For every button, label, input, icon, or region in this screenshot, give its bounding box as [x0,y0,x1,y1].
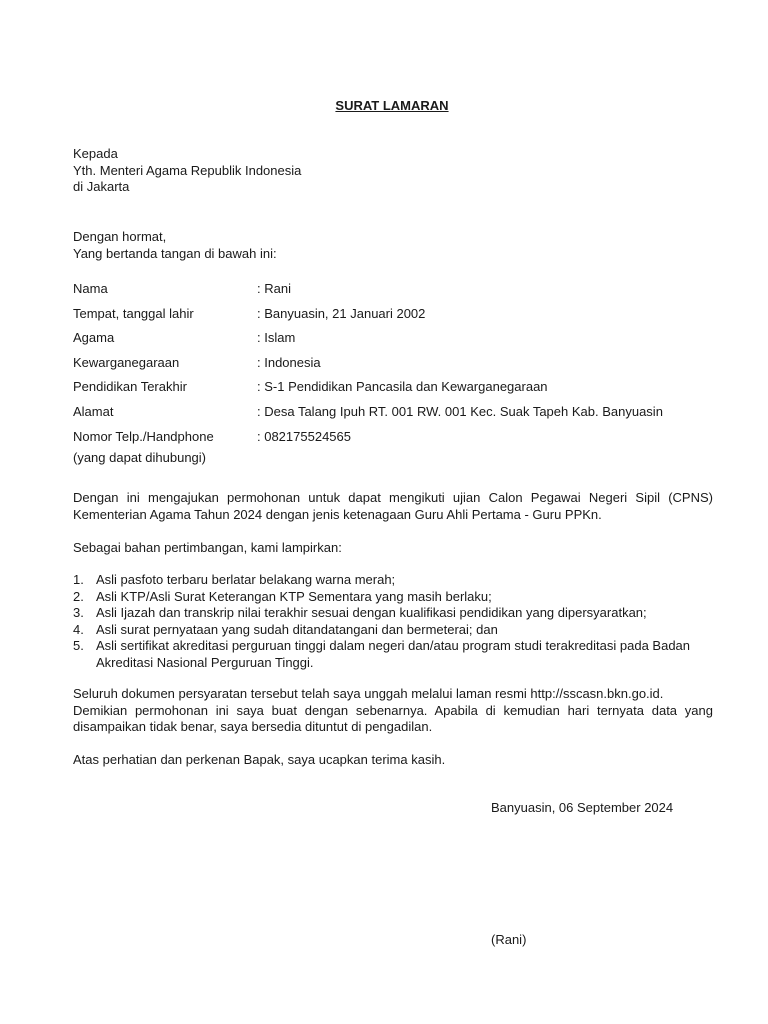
upload-statement: Seluruh dokumen persyaratan tersebut telah saya unggah melalui laman resmi http://sscasn.bkn.go.id. [73,686,664,701]
list-item-number: 2. [73,588,84,604]
letter-title: SURAT LAMARAN [335,98,449,113]
signature-name: (Rani) [491,932,527,947]
contact-note: (yang dapat dihubungi) [73,450,206,465]
list-item-text: Asli sertifikat akreditasi perguruan tinggi dalam negeri dan/atau program studi terakreditasi pada Badan Akreditasi Nasional Perguruan Tinggi. [96,638,691,670]
field-row-address [73,400,713,425]
field-value: : 082175524565 [257,428,351,444]
recipient-line-2: Yth. Menteri Agama Republik Indonesia [73,162,302,178]
list-item-number: 3. [73,605,84,620]
list-item [73,605,713,622]
greeting-block [73,229,713,262]
list-item [73,589,713,606]
greeting-line-1: Dengan hormat, [73,229,167,244]
recipient-block [73,146,713,196]
field-row-birth [73,302,713,327]
recipient-line-1: Kepada [73,146,118,161]
thanks-paragraph: Atas perhatian dan perkenan Bapak, saya ucapkan terima kasih. [73,752,446,767]
field-value: : Indonesia [257,354,321,370]
field-row-name [73,277,713,302]
list-item-number: 1. [73,572,84,587]
application-paragraph: Dengan ini mengajukan permohonan untuk dapat mengikuti ujian Calon Pegawai Negeri Sipil (CPNS) Kementerian Agama Tahun 2024 dengan jenis ketenagaan Guru Ahli Pertama - Guru PPKn. [73,490,713,522]
field-value: : S-1 Pendidikan Pancasila dan Kewarganegaraan [257,379,548,395]
field-value: : Islam [257,330,296,346]
declaration-statement: Demikian permohonan ini saya buat dengan sebenarnya. Apabila di kemudian hari ternyata data yang disampaikan tidak benar, saya bersedia dituntut di pengadilan. [73,702,713,734]
list-item [73,572,713,589]
field-label: Nomor Telp./Handphone [73,428,214,444]
field-row-religion [73,326,713,351]
field-label: Pendidikan Terakhir [73,379,187,395]
field-value: : Banyuasin, 21 Januari 2002 [257,305,426,321]
field-label: Tempat, tanggal lahir [73,305,194,321]
attachments-intro: Sebagai bahan pertimbangan, kami lampirkan: [73,540,342,555]
field-label: Kewarganegaraan [73,354,180,370]
applicant-fields [73,277,713,449]
place-date: Banyuasin, 06 September 2024 [491,800,674,815]
list-item-text: Asli surat pernyataan yang sudah ditandatangani dan bermeterai; dan [96,621,498,637]
list-item [73,622,713,639]
field-row-education [73,375,713,400]
list-item-text: Asli KTP/Asli Surat Keterangan KTP Sementara yang masih berlaku; [96,588,492,604]
field-value: : Desa Talang Ipuh RT. 001 RW. 001 Kec. Suak Tapeh Kab. Banyuasin [257,404,663,420]
field-value: : Rani [257,281,291,297]
list-item-number: 4. [73,621,84,637]
list-item [73,638,713,671]
field-row-phone [73,425,713,450]
list-item-number: 5. [73,638,84,653]
greeting-line-2: Yang bertanda tangan di bawah ini: [73,245,277,261]
recipient-line-3: di Jakarta [73,179,130,194]
field-label: Alamat [73,404,114,420]
attachments-list [73,572,713,671]
list-item-text: Asli pasfoto terbaru berlatar belakang warna merah; [96,572,396,587]
field-label: Nama [73,281,108,297]
field-label: Agama [73,330,115,346]
field-row-citizenship [73,351,713,376]
list-item-text: Asli Ijazah dan transkrip nilai terakhir sesuai dengan kualifikasi pendidikan yang dipersyaratkan; [96,605,647,620]
closing-paragraph [73,686,713,736]
